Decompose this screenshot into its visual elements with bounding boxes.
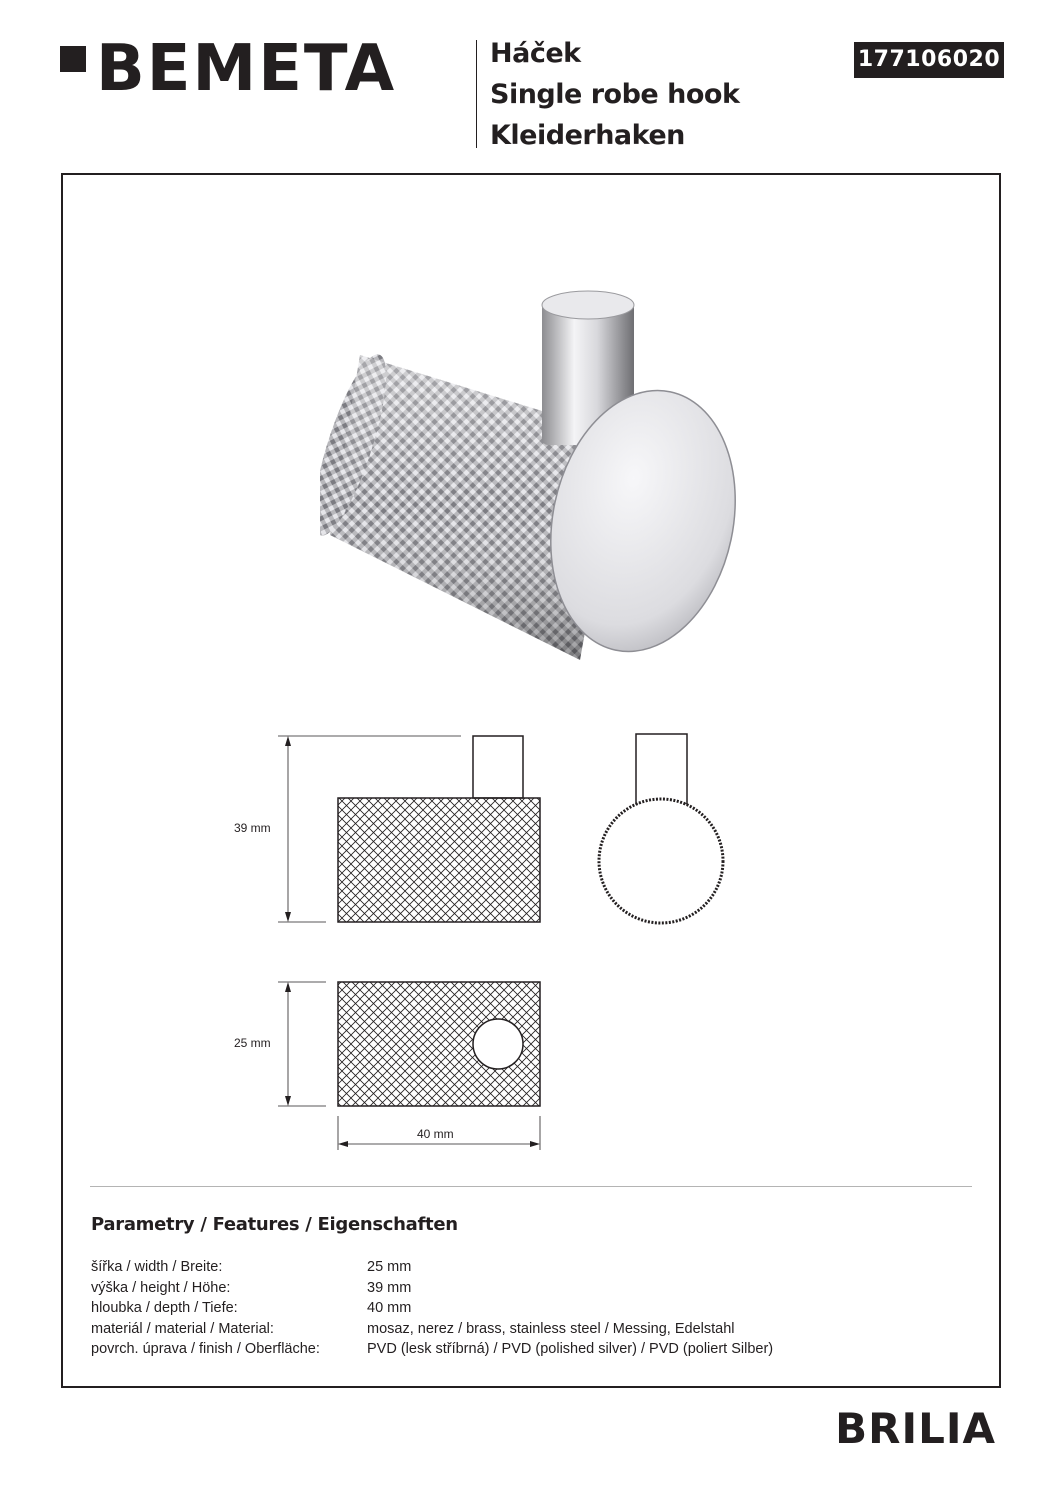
features-title: Parametry / Features / Eigenschaften xyxy=(91,1214,458,1235)
spec-row-finish xyxy=(91,1339,971,1359)
title-cz: Háček xyxy=(490,38,581,69)
width-dimension-label: 25 mm xyxy=(234,1036,271,1050)
spec-row-material xyxy=(91,1319,971,1339)
height-dimension-label: 39 mm xyxy=(234,821,271,835)
spec-row-depth xyxy=(91,1298,971,1318)
spec-value: mosaz, nerez / brass, stainless steel / Messing, Edelstahl xyxy=(367,1321,735,1337)
spec-label: materiál / material / Material: xyxy=(91,1321,274,1337)
spec-value: PVD (lesk stříbrná) / PVD (polished silver) / PVD (poliert Silber) xyxy=(367,1341,774,1357)
spec-value: 40 mm xyxy=(367,1300,412,1316)
spec-row-height xyxy=(91,1278,971,1298)
spec-label: výška / height / Höhe: xyxy=(91,1280,231,1296)
title-de: Kleiderhaken xyxy=(490,120,685,151)
logo-wordmark: BEMETA xyxy=(96,32,397,106)
side-view-drawing xyxy=(278,736,540,922)
title-en: Single robe hook xyxy=(490,79,740,110)
depth-dimension-label: 40 mm xyxy=(417,1127,454,1141)
spec-row-width xyxy=(91,1257,971,1277)
spec-label: hloubka / depth / Tiefe: xyxy=(91,1300,238,1316)
spec-value: 25 mm xyxy=(367,1259,412,1275)
spec-value: 39 mm xyxy=(367,1280,412,1296)
product-code-badge: 177106020 xyxy=(854,42,1004,78)
series-name: BRILIA xyxy=(835,1404,996,1453)
top-view-drawing xyxy=(278,982,540,1150)
spec-label: povrch. úprava / finish / Oberfläche: xyxy=(91,1341,320,1357)
front-view-drawing xyxy=(599,734,723,923)
features-divider xyxy=(90,1186,972,1187)
spec-label: šířka / width / Breite: xyxy=(91,1259,223,1275)
